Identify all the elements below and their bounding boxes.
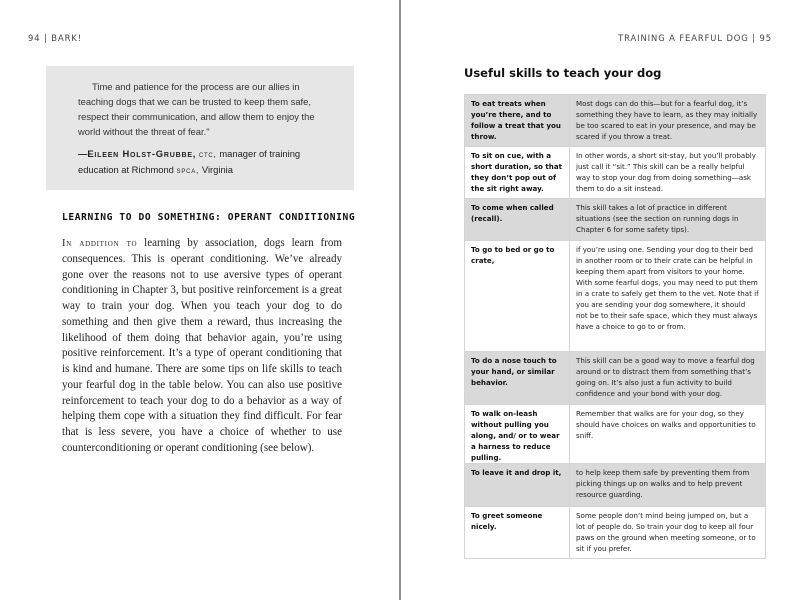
table-row — [465, 405, 766, 464]
notes-cell: Most dogs can do this—but for a fearful dog, it’s something they have to learn, as they may initially be too scared to eat in your presence, and may be scared if you throw a treat. — [570, 95, 766, 147]
pull-quote — [46, 66, 354, 190]
notes-cell: if you’re using one. Sending your dog to their bed in another room or to their crate can be helpful in keeping them apart from visitors to your home. With some fearful dogs, you may need to put them in a crate to safely get them to the vet. Note that if you are sending your dog somewhere, it should not be to their safe space, which they must always have a choice to go to or from. — [570, 241, 766, 352]
body-run-in: In addition to — [62, 238, 138, 249]
skill-cell: To greet someone nicely. — [465, 507, 570, 559]
attribution-credential: ctc, — [198, 149, 217, 159]
skill-cell: To sit on cue, with a short duration, so that they don’t pop out of the sit right away. — [465, 147, 570, 199]
attribution-org-abbrev: spca, — [176, 165, 200, 175]
table-row — [465, 241, 766, 352]
quote-text: Time and patience for the process are our allies in teaching dogs that we can be trusted to keep them safe, respect their communication, and allow them to enjoy the world without the threat of fear." — [78, 81, 315, 137]
running-head-left: 94 | BARK! — [28, 33, 82, 43]
attribution-name: Eileen Holst-Grubbe, — [87, 148, 197, 159]
table-row — [465, 507, 766, 559]
notes-cell: This skill can be a good way to move a fearful dog around or to distract them from something that’s going on. It’s also just a fun activity to build confidence and your bond with your dog. — [570, 352, 766, 405]
attribution-location: Virginia — [201, 164, 233, 175]
table-row — [465, 147, 766, 199]
notes-cell: Some people don’t mind being jumped on, but a lot of people do. So train your dog to keep all four paws on the ground when meeting someone, or to sit if you prefer. — [570, 507, 766, 559]
quote-attribution — [78, 146, 332, 178]
notes-cell: Remember that walks are for your dog, so they should have choices on walks and opportunities to sniff. — [570, 405, 766, 464]
right-page — [401, 0, 800, 600]
section-heading: LEARNING TO DO SOMETHING: OPERANT CONDITIONING — [62, 212, 356, 223]
table-row — [465, 95, 766, 147]
skill-cell: To leave it and drop it, — [465, 464, 570, 507]
attribution-dash: — — [78, 148, 88, 159]
notes-cell: In other words, a short sit-stay, but you’ll probably just call it “sit.” This skill can be a really helpful way to stop your dog from doing something—ask them to do a sit instead. — [570, 147, 766, 199]
skill-cell: To go to bed or go to crate, — [465, 241, 570, 352]
skills-table — [464, 94, 766, 559]
skill-cell: To come when called (recall). — [465, 199, 570, 241]
running-head-right: TRAINING A FEARFUL DOG | 95 — [618, 33, 772, 43]
body-text: learning by association, dogs learn from consequences. This is operant conditioning. We’ve already gone over the reasons not to use aversive types of operant conditioning in Chapter 3, but positive reinforcement is a great way to train your dog. When you teach your dog to do something and then give them a reward, thus increasing the likelihood of them doing that behavior again, you’re using positive reinforcement. It’s a type of operant conditioning that is kind and humane. There are some tips on life skills to teach your fearful dog in the table below. You can also use positive reinforcement to teach your dog to do a behavior as a way of helping them cope with a situation they find difficult. For fear that is less severe, you have a choice of whether to use counterconditioning or operant conditioning (see below). — [62, 237, 342, 454]
table-heading: Useful skills to teach your dog — [464, 66, 662, 80]
body-paragraph — [62, 236, 342, 457]
table-row — [465, 352, 766, 405]
attribution-role: manager of training education at Richmond — [78, 148, 301, 175]
skill-cell: To do a nose touch to your hand, or similar behavior. — [465, 352, 570, 405]
skill-cell: To walk on-leash without pulling you along, and/ or to wear a harness to reduce pulling. — [465, 405, 570, 464]
table-row — [465, 199, 766, 241]
skill-cell: To eat treats when you’re there, and to follow a treat that you throw. — [465, 95, 570, 147]
notes-cell: This skill takes a lot of practice in different situations (see the section on running dogs in Chapter 6 for some safety tips). — [570, 199, 766, 241]
table-row — [465, 464, 766, 507]
notes-cell: to help keep them safe by preventing them from picking things up on walks and to help prevent resource guarding. — [570, 464, 766, 507]
